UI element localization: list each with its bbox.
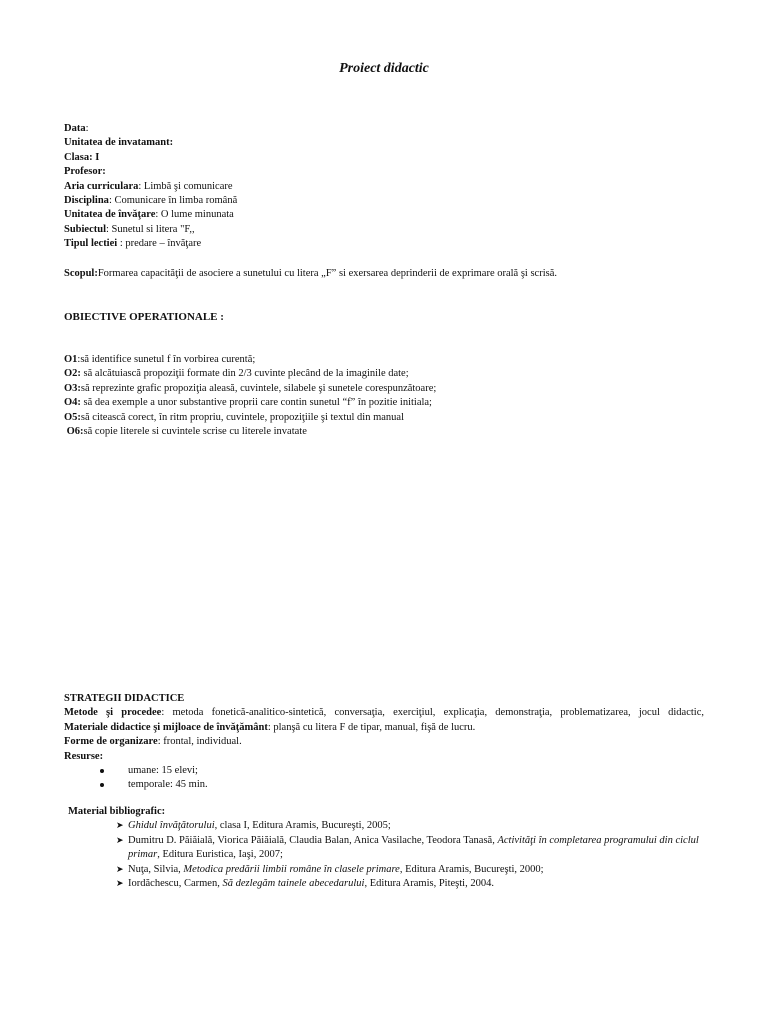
field-school-unit — [64, 136, 704, 150]
biblio-title: Activităţi în completarea programului din ciclul primar — [128, 834, 699, 861]
resource-text: umane: 15 elevi; — [128, 765, 198, 777]
arrow-bullet-icon: ➤ — [116, 835, 124, 846]
forms-text: : frontal, individual. — [157, 736, 242, 748]
field-value: : O lume minunata — [155, 209, 234, 221]
resource-item — [64, 778, 704, 792]
materials-text: : planşă cu litera F de tipar, manual, fişă de lucru. — [267, 721, 476, 733]
materials-line — [64, 721, 704, 735]
bibliography-item — [64, 863, 704, 877]
field-value: : Comunicare în limba română — [108, 195, 238, 207]
field-label: Unitatea de învăţare — [64, 209, 156, 221]
bibliography-heading: Material bibliografic: — [68, 806, 166, 817]
resources-label — [64, 750, 704, 764]
scope-text: Formarea capacităţii de asociere a sunetului cu litera „F” si exersarea deprinderii de exprimare orală şi scrisă. — [97, 268, 558, 279]
field-class — [64, 151, 704, 165]
objective-code: O2: — [64, 368, 81, 380]
biblio-post: , Editura Aramis, Piteşti, 2004. — [364, 878, 494, 890]
objective-item — [64, 353, 704, 367]
resources-label-text: Resurse: — [64, 750, 104, 762]
methods-line — [64, 706, 704, 720]
biblio-title: Să dezlegăm tainele abecedarului — [222, 878, 365, 890]
bibliography-item — [64, 819, 704, 833]
didactic-strategies — [64, 692, 704, 793]
field-date — [64, 122, 704, 136]
objective-code: O4: — [64, 397, 81, 409]
objective-item — [64, 382, 704, 396]
objective-item — [64, 396, 704, 410]
objectives-heading: OBIECTIVE OPERATIONALE : — [64, 311, 224, 323]
biblio-post: , clasa I, Editura Aramis, Bucureşti, 2005; — [214, 820, 391, 832]
biblio-post: , Editura Euristica, Iaşi, 2007; — [157, 849, 283, 861]
lesson-header-fields — [64, 122, 704, 252]
field-value: : Sunetul si litera "F,, — [106, 223, 195, 235]
field-value: : predare – învăţare — [117, 238, 202, 250]
field-value: : Limbă şi comunicare — [138, 180, 233, 192]
bibliography-item — [64, 877, 704, 891]
objective-text: să copie literele si cuvintele scrise cu literele invatate — [83, 426, 307, 438]
objectives-list — [64, 353, 704, 439]
forms-line — [64, 735, 704, 749]
scope-label: Scopul: — [64, 268, 98, 279]
bullet-icon — [100, 769, 104, 773]
objective-text: :să identifice sunetul f în vorbirea curentă; — [77, 354, 256, 365]
field-label: Subiectul — [64, 223, 107, 235]
field-label: Clasa: I — [64, 151, 100, 163]
field-discipline — [64, 194, 704, 208]
field-label: Disciplina — [64, 195, 109, 207]
objective-code: O6: — [64, 426, 84, 438]
objective-item — [64, 411, 704, 425]
objective-item — [64, 367, 704, 381]
biblio-post: , Editura Aramis, Bucureşti, 2000; — [399, 863, 544, 875]
arrow-bullet-icon: ➤ — [116, 879, 124, 890]
field-value: : — [85, 123, 89, 134]
objective-text: să citească corect, în ritm propriu, cuvintele, propoziţiile şi textul din manual — [80, 411, 404, 423]
biblio-pre: Nuţa, Silvia, — [128, 863, 184, 875]
biblio-title: Metodica predării limbii române în clasele primare — [183, 863, 400, 875]
methods-label: Metode şi procedee — [64, 707, 162, 719]
objective-text: să alcătuiască propoziţii formate din 2/3 cuvinte plecând de la imaginile date; — [80, 368, 409, 380]
page-title: Proiect didactic — [339, 61, 429, 76]
field-label: Unitatea de invatamant: — [64, 137, 174, 149]
field-teacher — [64, 165, 704, 179]
objective-text: să reprezinte grafic propoziţia aleasă, cuvintele, silabele şi sunetele corespunzătoare; — [80, 382, 437, 394]
field-label: Profesor: — [64, 166, 106, 178]
strategies-heading — [64, 692, 704, 706]
biblio-pre: Dumitru D. Păiăială, Viorica Păiăială, Claudia Balan, Anica Vasilache, Teodora Tanasă, — [128, 834, 498, 846]
arrow-bullet-icon: ➤ — [116, 821, 124, 832]
bibliography-item — [64, 834, 704, 863]
field-label: Aria curriculara — [64, 180, 139, 192]
materials-label: Materiale didactice şi mijloace de învăţământ — [64, 721, 268, 733]
field-label: Data — [64, 123, 86, 134]
bullet-icon — [100, 783, 104, 787]
objective-item — [64, 425, 704, 439]
field-lesson-type — [64, 237, 704, 251]
methods-text: : metoda fonetică-analitico-sintetică, conversaţia, exerciţiul, explicaţia, demonstraţia, problematizarea, jocul didactic, — [161, 707, 704, 719]
objective-code: O3: — [64, 382, 81, 394]
biblio-title: Ghidul învăţătorului — [128, 820, 215, 832]
bibliography — [64, 805, 704, 891]
objective-code: O1 — [64, 354, 78, 365]
lesson-scope — [64, 267, 704, 281]
forms-label: Forme de organizare — [64, 736, 158, 748]
field-curricular-area — [64, 180, 704, 194]
resource-item — [64, 764, 704, 778]
resource-text: temporale: 45 min. — [128, 779, 208, 791]
biblio-pre: Iordăchescu, Carmen, — [128, 878, 223, 890]
field-label: Tipul lectiei — [64, 238, 118, 250]
objective-text: să dea exemple a unor substantive proprii care contin sunetul “f” în pozitie initiala; — [80, 397, 432, 409]
strategies-heading-text: STRATEGII DIDACTICE — [64, 693, 185, 704]
field-learning-unit — [64, 208, 704, 222]
objective-code: O5: — [64, 411, 81, 423]
arrow-bullet-icon: ➤ — [116, 864, 124, 875]
field-subject — [64, 223, 704, 237]
